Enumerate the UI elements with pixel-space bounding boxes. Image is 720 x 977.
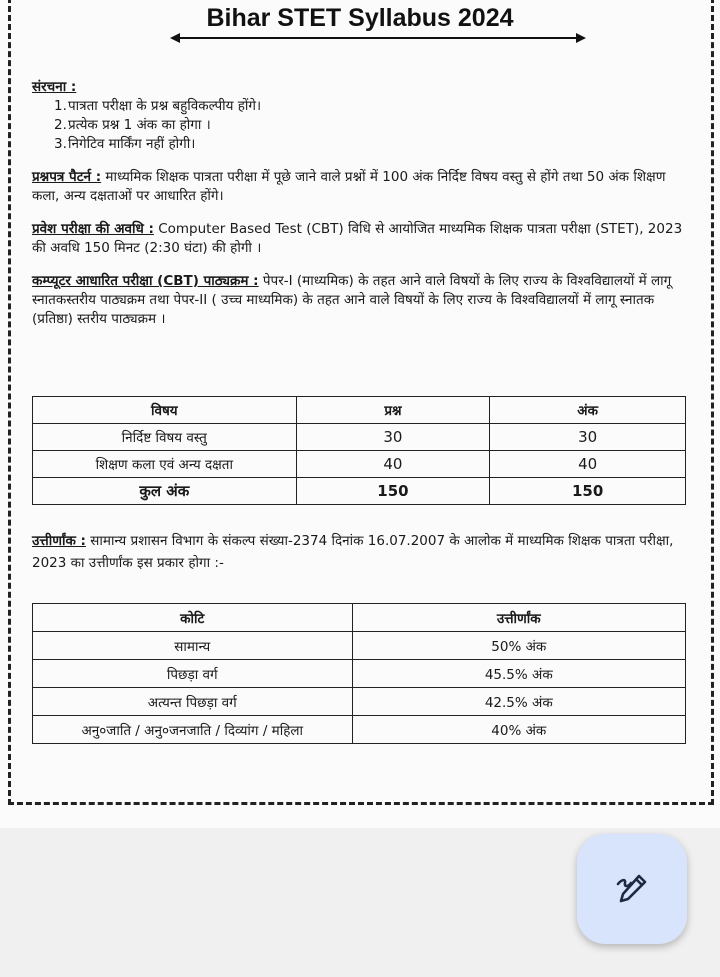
list-item: 1. पात्रता परीक्षा के प्रश्न बहुविकल्पीय होंगे।	[54, 98, 262, 114]
table-row: सामान्य 50% अंक	[33, 632, 686, 660]
table-header-row: विषय प्रश्न अंक	[33, 397, 686, 424]
list-item: 3. निगेटिव मार्किंग नहीं होगी।	[54, 136, 196, 152]
document-body	[32, 78, 696, 329]
duration-label: प्रवेश परीक्षा की अवधि :	[32, 221, 154, 237]
table-header-row: कोटि उत्तीर्णांक	[33, 604, 686, 632]
passing-paragraph: उत्तीर्णांक : सामान्य प्रशासन विभाग के संकल्प संख्या-2374 दिनांक 16.07.2007 के आलोक में माध्यमिक शिक्षक पात्रता परीक्षा, 2023 का उत्तीर्णांक इस प्रकार होगा :-	[32, 533, 674, 571]
edit-pen-icon	[613, 870, 651, 908]
table-row: अनु०जाति / अनु०जनजाति / दिव्यांग / महिला 40% अंक	[33, 716, 686, 744]
paper-pattern-paragraph: प्रश्नपत्र पैटर्न : माध्यमिक शिक्षक पात्रता परीक्षा में पूछे जाने वाले प्रश्नों में 100 अंक निर्दिष्ट विषय वस्तु से होंगे तथा 50 अंक शिक्षण कला, अन्य दक्षताओं पर आधारित होंगे।	[32, 169, 666, 204]
list-item: 2. प्रत्येक प्रश्न 1 अंक का होगा ।	[54, 117, 211, 133]
table-total-row: कुल अंक 150 150	[33, 478, 686, 505]
paper-pattern-label: प्रश्नपत्र पैटर्न :	[32, 169, 102, 185]
passing-label: उत्तीर्णांक :	[32, 533, 86, 549]
table-row: अत्यन्त पिछड़ा वर्ग 42.5% अंक	[33, 688, 686, 716]
duration-paragraph: प्रवेश परीक्षा की अवधि : Computer Based Test (CBT) विधि से आयोजित माध्यमिक शिक्षक पात्रता परीक्षा (STET), 2023 की अवधि 150 मिनट (2:30 घंटा) की होगी ।	[32, 221, 683, 256]
marks-table	[32, 396, 686, 505]
table-row: पिछड़ा वर्ग 45.5% अंक	[33, 660, 686, 688]
document-title: Bihar STET Syllabus 2024	[206, 4, 514, 32]
table-row: निर्दिष्ट विषय वस्तु 30 30	[33, 424, 686, 451]
edit-fab-button[interactable]	[577, 834, 687, 944]
cbt-syllabus-paragraph: कम्प्यूटर आधारित परीक्षा (CBT) पाठ्यक्रम : पेपर-I (माध्यमिक) के तहत आने वाले विषयों के लिए राज्य के विश्वविद्यालयों में लागू स्नातकस्तरीय पाठ्यक्रम तथा पेपर-II ( उच्च माध्यमिक) के तहत आने वाले विषयों के लिए राज्य के विश्वविद्यालयों में लागू स्नातक (प्रतिष्ठा) स्तरीय पाठ्यक्रम ।	[32, 273, 672, 327]
table-row: शिक्षण कला एवं अन्य दक्षता 40 40	[33, 451, 686, 478]
cbt-syllabus-label: कम्प्यूटर आधारित परीक्षा (CBT) पाठ्यक्रम :	[32, 273, 259, 289]
structure-heading: संरचना :	[32, 79, 77, 95]
passing-marks-table	[32, 603, 686, 744]
rules-list	[32, 97, 696, 154]
double-arrow-divider	[170, 30, 586, 46]
